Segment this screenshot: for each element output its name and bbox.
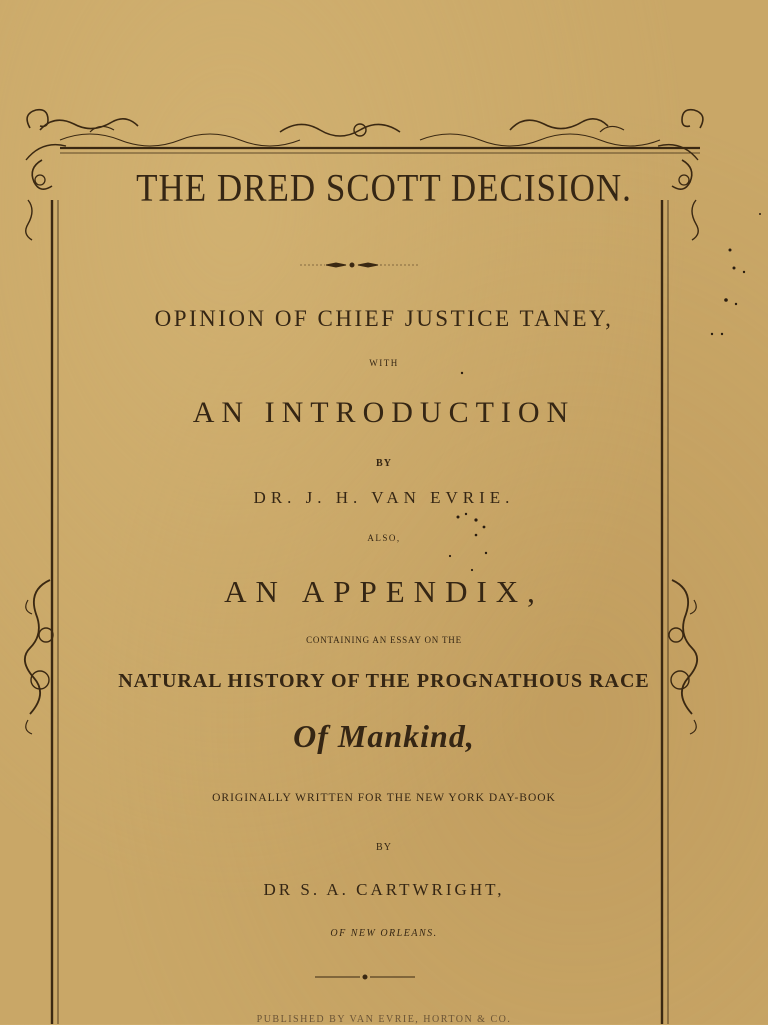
essay-title: NATURAL HISTORY OF THE PROGNATHOUS RACE (118, 670, 650, 692)
blackletter-subtitle: Of Mankind, (293, 718, 475, 754)
introduction-author: DR. J. H. VAN EVRIE. (253, 488, 515, 507)
introduction-heading: AN INTRODUCTION (192, 396, 576, 429)
book-title: THE DRED SCOTT DECISION. (136, 165, 632, 210)
appendix-heading: AN APPENDIX, (224, 574, 544, 609)
also-connector: ALSO, (367, 533, 401, 543)
containing-line: CONTAINING AN ESSAY ON THE (306, 635, 462, 645)
author-location: OF NEW ORLEANS. (330, 928, 438, 939)
by-connector-1: BY (376, 458, 392, 469)
publisher-imprint: PUBLISHED BY VAN EVRIE, HORTON & CO. (256, 1014, 512, 1025)
opinion-line: OPINION OF CHIEF JUSTICE TANEY, (154, 306, 614, 331)
by-connector-2: BY (376, 842, 392, 853)
essay-author: DR S. A. CARTWRIGHT, (263, 880, 505, 899)
with-connector: WITH (369, 358, 399, 368)
originally-written-line: ORIGINALLY WRITTEN FOR THE NEW YORK DAY-BOOK (212, 792, 556, 804)
